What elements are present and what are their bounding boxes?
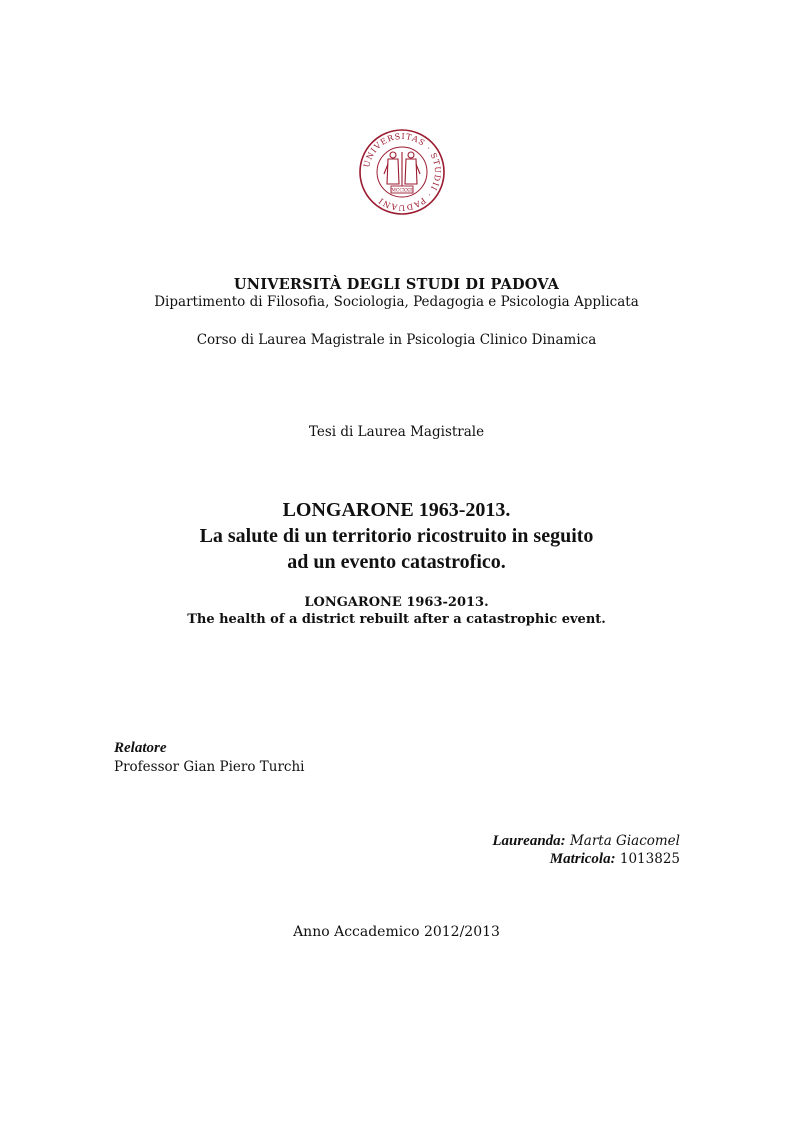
title-line: ad un evento catastrofico. xyxy=(287,551,506,573)
title-line: LONGARONE 1963-2013. xyxy=(304,595,489,610)
title-line: The health of a district rebuilt after a catastrophic event. xyxy=(187,612,606,627)
thesis-title-italian xyxy=(0,497,793,575)
thesis-type: Tesi di Laurea Magistrale xyxy=(308,424,485,440)
candidate-label: Laureanda: xyxy=(492,833,566,849)
svg-text:MCCXXII: MCCXXII xyxy=(391,188,413,194)
relatore-name: Professor Gian Piero Turchi xyxy=(114,759,305,775)
candidate-block xyxy=(492,832,680,868)
title-line: La salute di un territorio ricostruito in seguito xyxy=(199,525,594,547)
matricola-label: Matricola: xyxy=(549,851,616,867)
matricola-row xyxy=(492,850,680,868)
course-name: Corso di Laurea Magistrale in Psicologia Clinico Dinamica xyxy=(196,332,597,348)
academic-year: Anno Accademico 2012/2013 xyxy=(293,924,500,940)
matricola-value: 1013825 xyxy=(619,851,680,867)
candidate-row xyxy=(492,832,680,850)
thesis-title-english xyxy=(0,594,793,628)
department-name: Dipartimento di Filosofia, Sociologia, Pedagogia e Psicologia Applicata xyxy=(154,294,639,310)
university-name: UNIVERSITÀ DEGLI STUDI DI PADOVA xyxy=(233,276,560,293)
title-line: LONGARONE 1963-2013. xyxy=(282,499,511,521)
university-seal-logo xyxy=(358,128,446,216)
relatore-label: Relatore xyxy=(114,740,167,756)
candidate-name: Marta Giacomel xyxy=(569,833,680,849)
svg-text:UNIVERSITAS · STUDII · PADUANI: UNIVERSITAS · STUDII · PADUANI xyxy=(362,131,443,213)
